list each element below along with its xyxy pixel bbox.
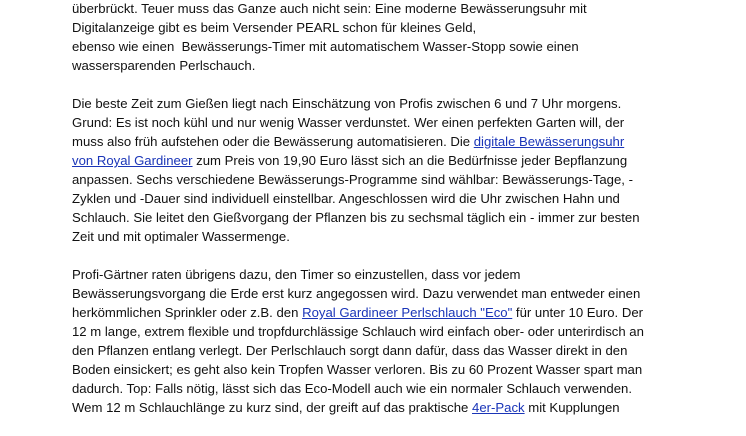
text-line: Profi-Gärtner raten übrigens dazu, den Timer so einzustellen, dass vor jedem <box>72 267 521 282</box>
text-line: Boden einsickert; es geht also kein Tropfen Wasser verloren. Bis zu 60 Prozent Wasser spart man <box>72 362 643 377</box>
text-segment: herkömmlichen Sprinkler oder z.B. den <box>72 305 303 320</box>
text-line: ebenso wie einen Bewässerungs-Timer mit automatischem Wasser-Stopp sowie einen <box>72 39 579 54</box>
text-segment: für unter 10 Euro. Der <box>512 305 644 320</box>
paragraph-watering-time <box>72 94 682 246</box>
text-line <box>72 398 682 417</box>
document-page <box>72 0 682 436</box>
text-line: Schlauch. Sie leitet den Gießvorgang der Pflanzen bis zu sechsmal täglich ein - immer zur besten <box>72 210 640 225</box>
paragraph-pearl-hose <box>72 265 682 417</box>
text-line: Zeit und mit optimaler Wassermenge. <box>72 229 290 244</box>
text-line <box>72 303 682 322</box>
text-line: anpassen. Sechs verschiedene Bewässerungs-Programme sind wählbar: Bewässerungs-Tage, - <box>72 172 633 187</box>
text-segment: zum Preis von 19,90 Euro lässt sich an die Bedürfnisse jeder Bepflanzung <box>192 153 628 168</box>
text-line: Zyklen und -Dauer sind individuell einstellbar. Angeschlossen wird die Uhr zwischen Hahn und <box>72 191 620 206</box>
paragraph-intro <box>72 0 682 75</box>
text-line: dadurch. Top: Falls nötig, lässt sich das Eco-Modell auch wie ein normaler Schlauch verwenden. <box>72 381 632 396</box>
digital-watering-clock-link[interactable]: digitale Bewässerungsuhr <box>473 134 625 149</box>
text-line: Digitalanzeige gibt es beim Versender PEARL schon für kleines Geld, <box>72 20 477 35</box>
text-line: überbrückt. Teuer muss das Ganze auch nicht sein: Eine moderne Bewässerungsuhr mit <box>72 1 587 16</box>
text-segment: muss also früh aufstehen oder die Bewässerung automatisieren. Die <box>72 134 474 149</box>
four-pack-link[interactable]: 4er-Pack <box>472 400 525 415</box>
text-line <box>72 132 682 151</box>
pearl-hose-eco-link[interactable]: Royal Gardineer Perlschlauch "Eco" <box>302 305 513 320</box>
text-line: Grund: Es ist noch kühl und nur wenig Wasser verdunstet. Wer einen perfekten Garten will, der <box>72 115 625 130</box>
text-segment: mit Kupplungen <box>524 400 620 415</box>
text-line: Bewässerungsvorgang die Erde erst kurz angegossen wird. Dazu verwendet man entweder einen <box>72 286 641 301</box>
royal-gardineer-link[interactable]: von Royal Gardineer <box>72 153 193 168</box>
text-line: Die beste Zeit zum Gießen liegt nach Einschätzung von Profis zwischen 6 und 7 Uhr morgens. <box>72 96 622 111</box>
text-line: den Pflanzen entlang verlegt. Der Perlschlauch sorgt dann dafür, dass das Wasser direkt in den <box>72 343 628 358</box>
text-line <box>72 151 682 170</box>
text-segment: Wem 12 m Schlauchlänge zu kurz sind, der greift auf das praktische <box>72 400 473 415</box>
text-line: wassersparenden Perlschauch. <box>72 58 256 73</box>
text-line: 12 m lange, extrem flexible und tropfdurchlässige Schlauch wird einfach ober- oder unterirdisch an <box>72 324 644 339</box>
